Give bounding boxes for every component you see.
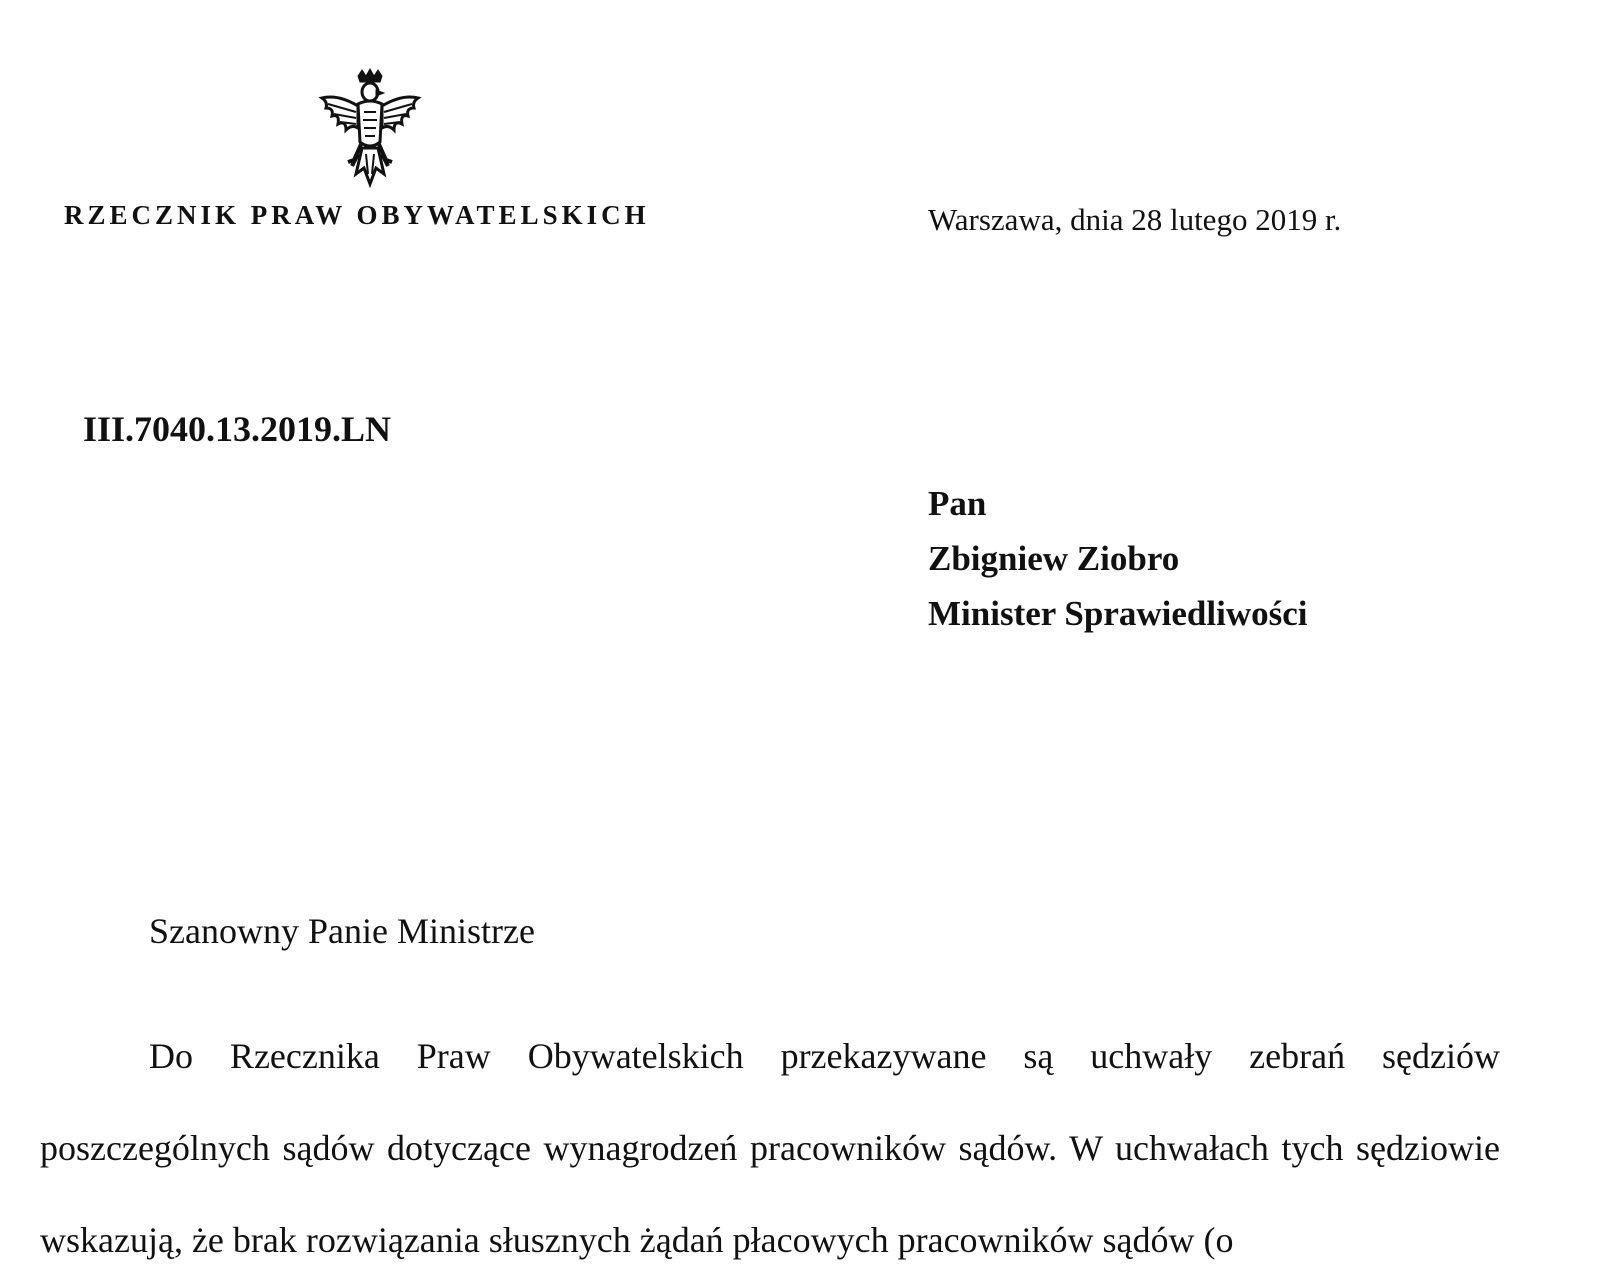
recipient-title: Pan bbox=[928, 484, 987, 523]
body-paragraph bbox=[40, 1010, 1500, 1286]
recipient-block bbox=[928, 476, 1307, 641]
recipient-name: Zbigniew Ziobro bbox=[928, 539, 1180, 578]
emblem-icon bbox=[318, 68, 422, 188]
paragraph-text: Do Rzecznika Praw Obywatelskich przekazywane są uchwały zebrań sędziów poszczególnych sądów dotyczące wynagrodzeń pracowników sądów. W uchwałach tych sędziowie wskazują, że brak rozwiązania słusznych żądań płacowych pracowników sądów (o bbox=[40, 1036, 1500, 1260]
recipient-position: Minister Sprawiedliwości bbox=[928, 594, 1308, 633]
case-number: III.7040.13.2019.LN bbox=[83, 409, 392, 449]
institution-name: RZECZNIK PRAW OBYWATELSKICH bbox=[64, 200, 650, 230]
salutation: Szanowny Panie Ministrze bbox=[149, 911, 535, 951]
date-line: Warszawa, dnia 28 lutego 2019 r. bbox=[928, 202, 1342, 237]
